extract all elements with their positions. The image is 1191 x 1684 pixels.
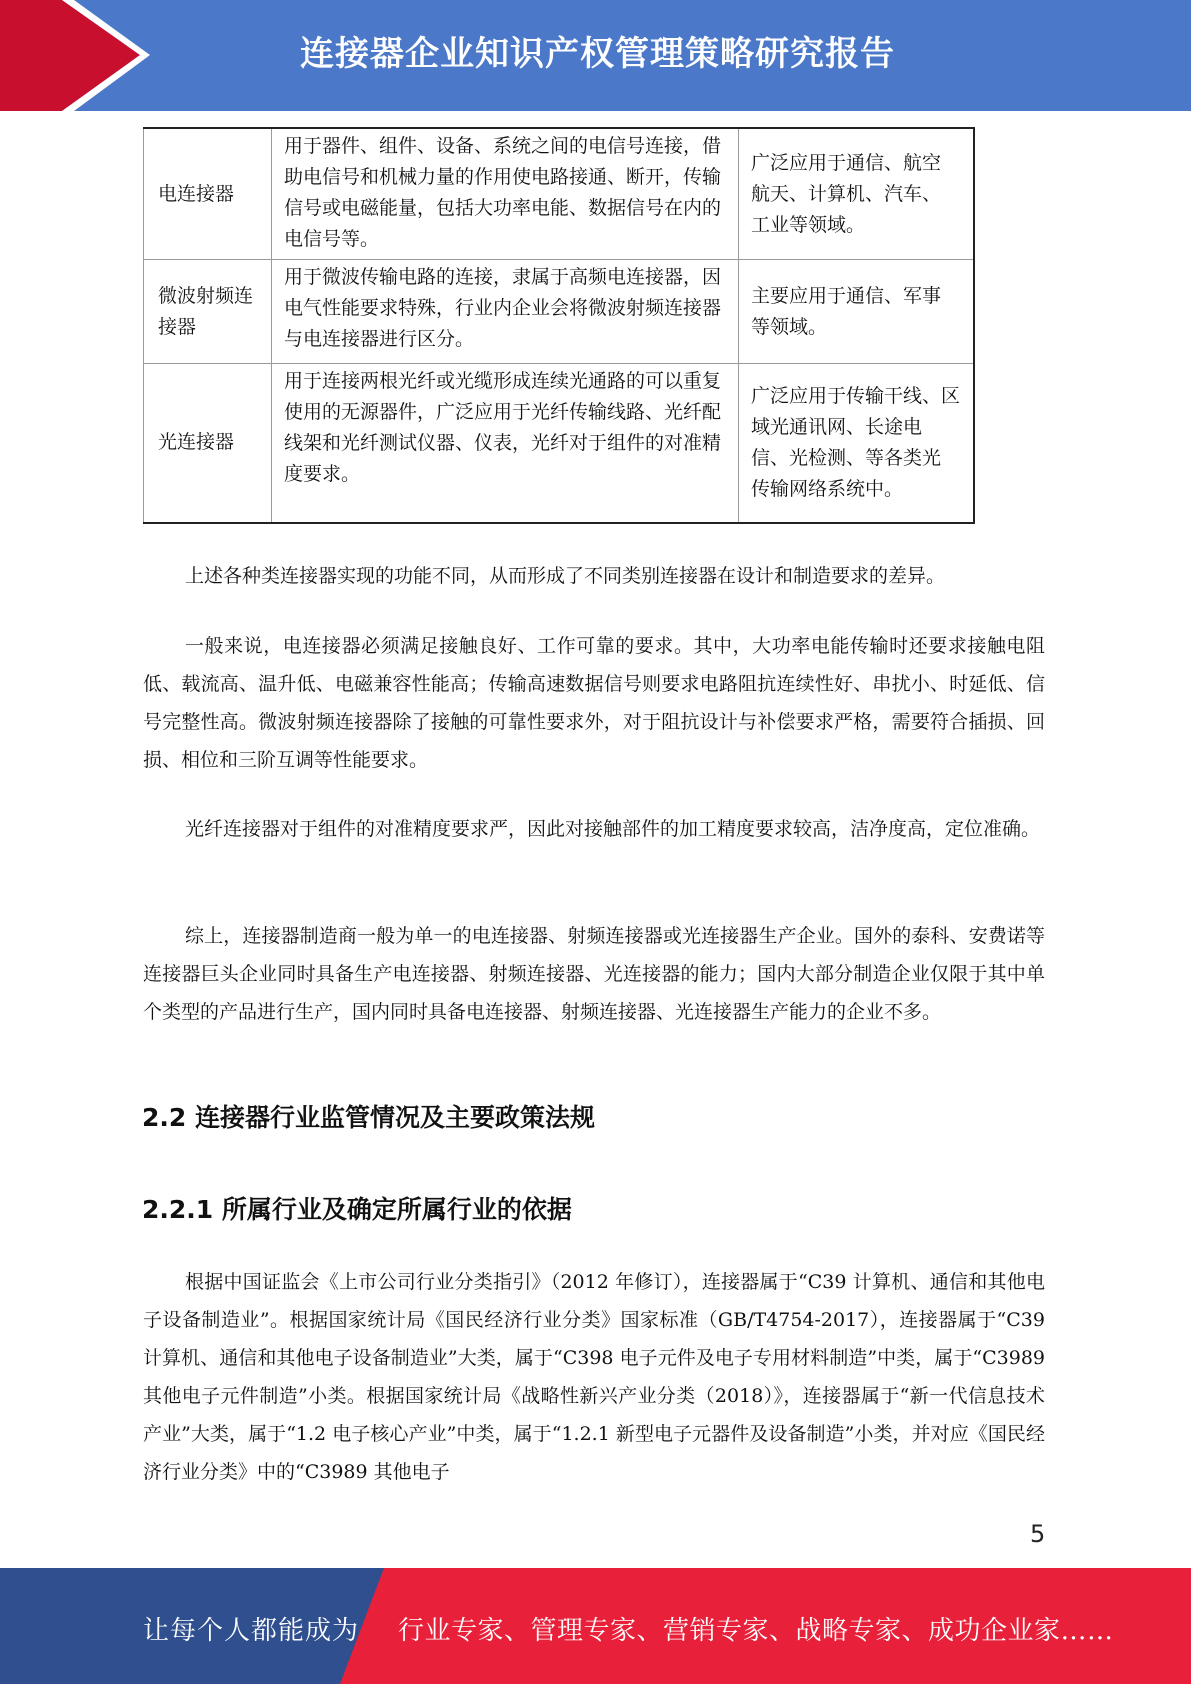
page-number: 5 [1030,1520,1046,1548]
paragraph: 根据中国证监会《上市公司行业分类指引》（2012 年修订），连接器属于“C39 计算机、通信和其他电子设备制造业”。根据国家统计局《国民经济行业分类》国家标准（GB/T4754-2017），连接器属于“C39 计算机、通信和其他电子设备制造业”大类，属于“C398 电子元件及电子专用材料制造”中类，属于“C3989 其他电子元件制造”小类。根据国家统计局《战略性新兴产业分类（2018）》，连接器属于“新一代信息技术产业”大类，属于“1.2 电子核心产业”中类，属于“1.2.1 新型电子元器件及设备制造”小类，并对应《国民经济行业分类》中的“C3989 其他电子 [143,1271,1045,1483]
section-heading: 2.2 连接器行业监管情况及主要政策法规 [142,1103,595,1132]
page-header [0,0,1191,111]
report-title: 连接器企业知识产权管理策略研究报告 [300,34,895,74]
connector-types-table [143,127,975,524]
paragraph: 综上，连接器制造商一般为单一的电连接器、射频连接器或光连接器生产企业。国外的泰科、安费诺等连接器巨头企业同时具备生产电连接器、射频连接器、光连接器的能力；国内大部分制造企业仅限于其中单个类型的产品进行生产，国内同时具备电连接器、射频连接器、光连接器生产能力的企业不多。 [143,925,1045,1023]
connector-description-cell: 用于器件、组件、设备、系统之间的电信号连接，借助电信号和机械力量的作用使电路接通、断开，传输信号或电磁能量，包括大功率电能、数据信号在内的电信号等。 [272,128,739,260]
subsection-heading: 2.2.1 所属行业及确定所属行业的依据 [142,1195,572,1224]
header-arrow-icon [0,0,160,111]
connector-application-cell: 广泛应用于传输干线、区域光通讯网、长途电 信、光检测、等各类光 传输网络系统中。 [739,364,975,523]
table-row [144,128,975,260]
paragraph: 一般来说，电连接器必须满足接触良好、工作可靠的要求。其中，大功率电能传输时还要求接触电阻低、载流高、温升低、电磁兼容性能高；传输高速数据信号则要求电路阻抗连续性好、串扰小、时延低、信号完整性高。微波射频连接器除了接触的可靠性要求外，对于阻抗设计与补偿要求严格，需要符合插损、回损、相位和三阶互调等性能要求。 [143,635,1045,771]
connector-description-cell: 用于连接两根光纤或光缆形成连续光通路的可以重复使用的无源器件，广泛应用于光纤传输线路、光纤配线架和光纤测试仪器、仪表，光纤对于组件的对准精度要求。 [272,364,739,523]
connector-name-cell: 电连接器 [144,128,272,260]
connector-name-cell: 微波射频连接器 [144,260,272,364]
connector-application-cell: 主要应用于通信、军事 等领域。 [739,260,975,364]
paragraph: 光纤连接器对于组件的对准精度要求严，因此对接触部件的加工精度要求较高，洁净度高，定位准确。 [185,818,1041,840]
footer-slogan-right: 行业专家、管理专家、营销专家、战略专家、成功企业家…… [398,1616,1114,1646]
connector-name-cell: 光连接器 [144,364,272,523]
connector-application-cell: 广泛应用于通信、航空 航天、计算机、汽车、 工业等领域。 [739,128,975,260]
paragraph: 上述各种类连接器实现的功能不同，从而形成了不同类别连接器在设计和制造要求的差异。 [185,565,946,587]
connector-description-cell: 用于微波传输电路的连接，隶属于高频电连接器，因电气性能要求特殊，行业内企业会将微波射频连接器与电连接器进行区分。 [272,260,739,364]
table-row [144,260,975,364]
page-footer [0,1568,1191,1684]
footer-slogan-left: 让每个人都能成为 [143,1616,360,1646]
table-row [144,364,975,523]
